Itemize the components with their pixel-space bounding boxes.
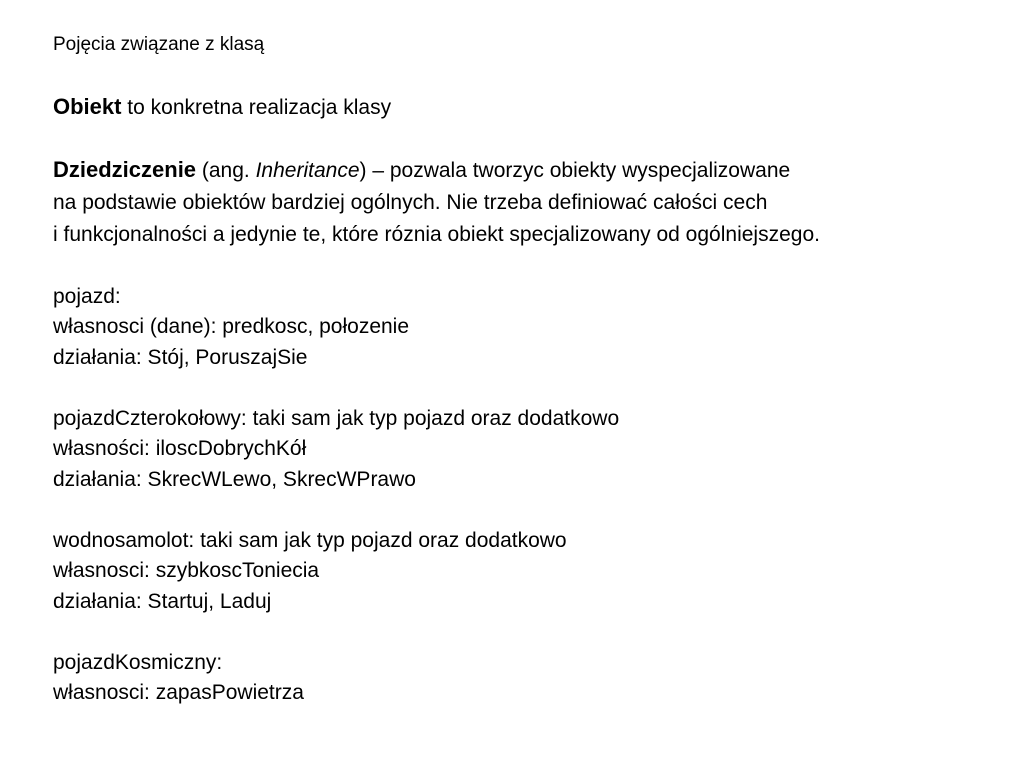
pojazd-actions: działania: Stój, PoruszajSie <box>53 345 308 369</box>
wodnosamolot-name: wodnosamolot: taki sam jak typ pojazd oraz dodatkowo <box>53 528 567 552</box>
pojazd-czterokolowy-actions: działania: SkrecWLewo, SkrecWPrawo <box>53 467 416 491</box>
dziedziczenie-ang-prefix: (ang. <box>196 159 256 182</box>
spacer <box>53 373 1003 404</box>
spacer <box>53 60 1003 91</box>
obiekt-description: to konkretna realizacja klasy <box>121 95 392 119</box>
dziedziczenie-line-1 <box>53 154 1003 187</box>
wodnosamolot-properties: własnosci: szybkoscToniecia <box>53 559 320 582</box>
pojazd-czterokolowy-properties: własności: iloscDobrychKół <box>53 437 307 460</box>
slide-heading: Pojęcia związane z klasą <box>53 34 265 55</box>
pojazd-kosmiczny-properties: własnosci: zapasPowietrza <box>53 681 304 704</box>
spacer <box>53 617 1003 648</box>
dziedziczenie-line-3: i funkcjonalności a jedynie te, które róznia obiekt specjalizowany od ogólniejszego. <box>53 223 820 246</box>
spacer <box>53 251 1003 282</box>
dziedziczenie-description: ) – pozwala tworzyc obiekty wyspecjalizowane <box>359 159 791 182</box>
dziedziczenie-english-term: Inheritance <box>255 159 360 182</box>
obiekt-definition <box>53 91 1003 124</box>
dziedziczenie-line-2: na podstawie obiektów bardziej ogólnych. Nie trzeba definiować całości cech <box>53 191 768 214</box>
pojazd-kosmiczny-name: pojazdKosmiczny: <box>53 650 223 674</box>
pojazd-name: pojazd: <box>53 284 121 308</box>
spacer <box>53 495 1003 526</box>
wodnosamolot-actions: działania: Startuj, Laduj <box>53 589 272 613</box>
slide-content <box>53 30 1003 709</box>
pojazd-czterokolowy-name: pojazdCzterokołowy: taki sam jak typ pojazd oraz dodatkowo <box>53 406 620 430</box>
obiekt-term: Obiekt <box>53 93 122 119</box>
dziedziczenie-term: Dziedziczenie <box>53 157 197 182</box>
spacer <box>53 124 1003 155</box>
pojazd-properties: własnosci (dane): predkosc, połozenie <box>53 315 410 338</box>
